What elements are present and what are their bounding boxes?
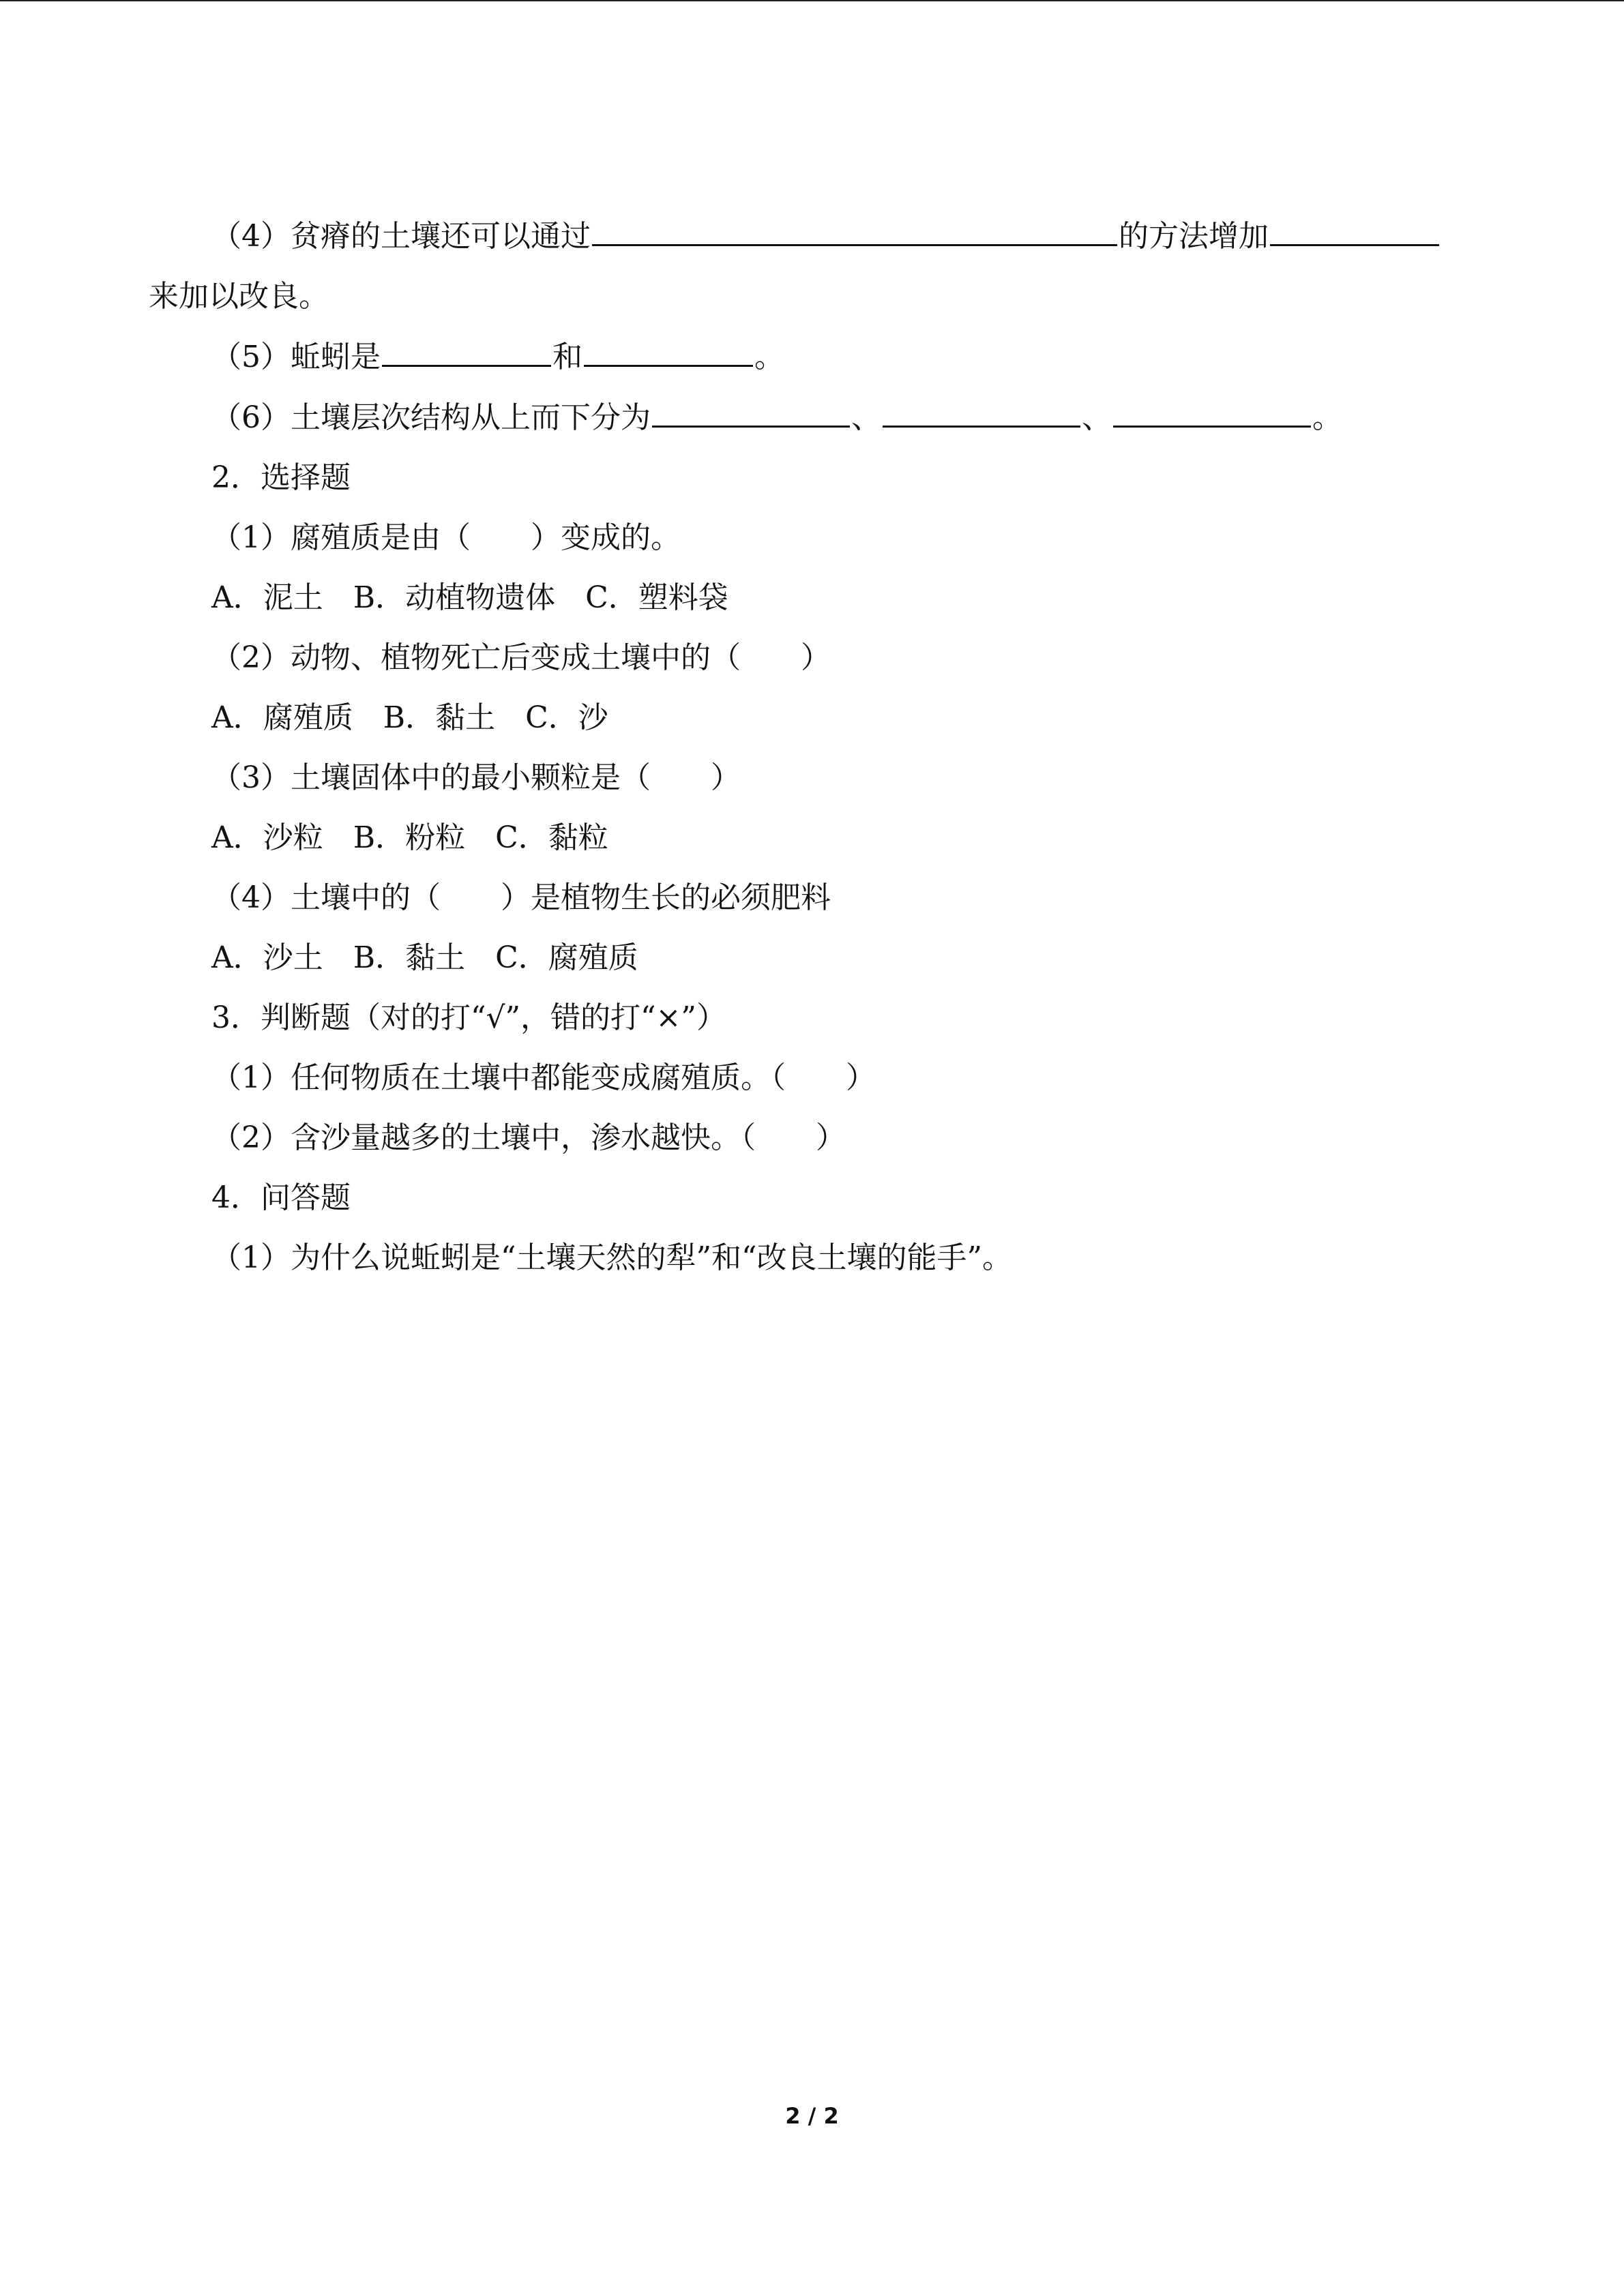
fill-q6-text-a: （6）土壤层次结构从上而下分为 [211,400,651,435]
choice-options: A．腐殖质 B．黏土 C．沙 [211,700,608,735]
choice-options: A．泥土 B．动植物遗体 C．塑料袋 [211,580,728,615]
choice-options: A．沙粒 B．粉粒 C．黏粒 [211,820,608,855]
qa-heading: 4．问答题 [211,1180,351,1215]
worksheet-content [149,206,1486,1288]
judge-question: （2）含沙量越多的土壤中，渗水越快。（ ） [211,1120,846,1155]
fill-blank[interactable] [584,327,753,367]
choice-question: （4）土壤中的（ ）是植物生长的必须肥料 [211,880,831,915]
fill-q5-line [149,327,1486,387]
choice-heading: 2．选择题 [211,460,351,495]
fill-blank[interactable] [592,206,1117,246]
fill-blank[interactable] [883,387,1080,428]
fill-blank[interactable] [1270,206,1439,246]
fill-q4-text-a: （4）贫瘠的土壤还可以通过 [211,219,591,254]
judge-question: （1）任何物质在土壤中都能变成腐殖质。（ ） [211,1060,876,1095]
fill-q6-sep: 、 [1082,400,1112,435]
fill-q6-end: 。 [1312,400,1342,435]
fill-q5-text-c: 。 [754,340,784,374]
judge-heading: 3．判断题（对的打“√”，错的打“×”） [211,1000,726,1035]
choice-options: A．沙土 B．黏土 C．腐殖质 [211,940,638,975]
fill-q4-text-b: 的方法增加 [1119,219,1269,254]
fill-q5-text-b: 和 [552,340,582,374]
qa-question: （1）为什么说蚯蚓是“土壤天然的犁”和“改良土壤的能手”。 [211,1240,1012,1275]
fill-q4-line [149,206,1486,267]
fill-q4-continuation: 来加以改良。 [149,279,329,314]
fill-blank[interactable] [382,327,551,367]
choice-question: （1）腐殖质是由（ ）变成的。 [211,520,681,555]
fill-q5-text-a: （5）蚯蚓是 [211,340,381,374]
fill-q6-line [149,387,1486,448]
page-number: 2 / 2 [785,2103,839,2129]
fill-q6-sep: 、 [851,400,881,435]
fill-blank[interactable] [652,387,850,428]
choice-question: （3）土壤固体中的最小颗粒是（ ） [211,760,741,795]
choice-question: （2）动物、植物死亡后变成土壤中的（ ） [211,640,831,675]
fill-blank[interactable] [1113,387,1311,428]
